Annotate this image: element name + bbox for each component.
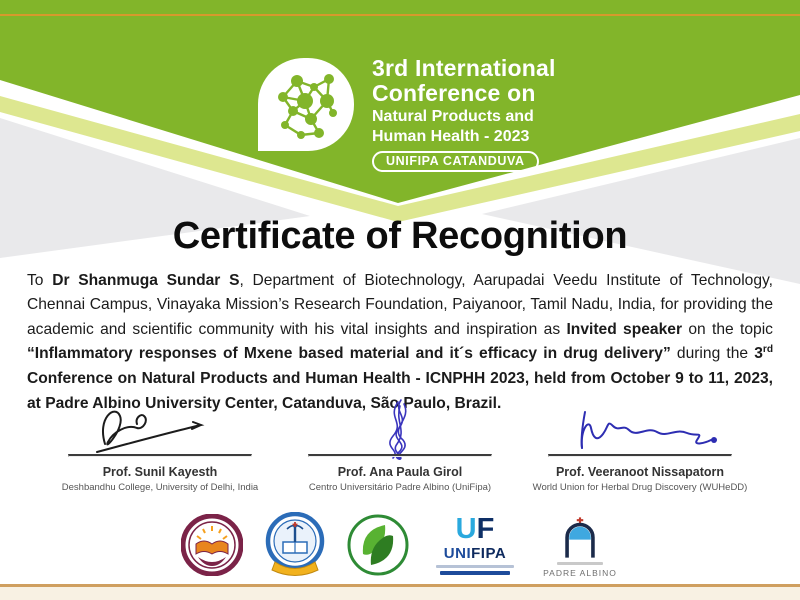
signatory-affiliation: Deshbandhu College, University of Delhi, India: [61, 482, 259, 493]
deshbandhu-college-seal-logo: [181, 514, 243, 576]
signature-line: [68, 454, 252, 457]
body-text-segment: on the topic: [682, 320, 773, 338]
signatory-affiliation: World Union for Herbal Drug Discovery (WUHeDD): [532, 482, 748, 493]
signature-veeranoot-nissapatorn: [555, 400, 725, 458]
conference-header-text: [372, 56, 556, 172]
signature-line: [308, 454, 492, 457]
signatory-name: Prof. Ana Paula Girol: [337, 465, 463, 479]
padre-albino-label: PADRE ALBINO: [543, 567, 617, 578]
conference-title-line1: 3rd International: [372, 55, 556, 81]
signature-ana-paula-girol: [315, 400, 485, 458]
padre-albino-smallprint-bar: [557, 562, 603, 565]
footer-strip: [0, 587, 800, 600]
conference-subtitle-line2: Human Health - 2023: [372, 127, 530, 145]
unifipa-wordmark: UNIFIPA: [443, 545, 507, 562]
certificate-body: [27, 269, 773, 416]
conference-leaf-logo: [258, 58, 354, 151]
medical-college-seal-logo: [263, 512, 327, 578]
body-text-segment: To: [27, 272, 53, 289]
body-text-segment: , Department of Biotechnology, Aarupadai Veedu Institute of Technology, Chennai Campus, Vinayaka Mission’s Research Foundation, Paiyanoor, Tamil Nadu, India, for providing the academic and scientific community with his vital insights and inspiration as: [27, 272, 773, 338]
unifipa-smallprint-bar: [436, 565, 514, 568]
signature-block-1: [40, 400, 280, 493]
body-text-segment: rd: [762, 344, 774, 356]
signature-block-2: [280, 400, 520, 493]
unifipa-monogram: UF: [455, 513, 495, 545]
body-text-segment: Conference on Natural Products and Human Health - ICNPHH 2023, held from October 9 to 11, 2023, at Padre Albino University Center, Catanduva, São Paulo, Brazil.: [27, 370, 773, 412]
certificate-title: Certificate of Recognition: [172, 215, 628, 257]
top-accent-line: [0, 14, 800, 16]
unifipa-logo: [429, 515, 521, 575]
signature-block-3: [520, 400, 760, 493]
signatory-affiliation: Centro Universitário Padre Albino (UniFipa): [308, 482, 492, 493]
padre-albino-figure-icon: [554, 513, 606, 559]
conference-title-line2: Conference on: [372, 79, 536, 106]
wuhedd-leaf-logo: [347, 514, 409, 576]
unifipa-catanduva-badge: UNIFIPA CATANDUVA: [372, 151, 539, 172]
molecular-network-icon: [267, 67, 345, 143]
signatory-name: Prof. Sunil Kayesth: [102, 465, 218, 479]
signatory-name: Prof. Veeranoot Nissapatorn: [555, 465, 725, 479]
padre-albino-logo: [541, 513, 619, 578]
footer-logo-row: [0, 512, 800, 578]
signature-line: [548, 454, 732, 457]
body-text-segment: Dr Shanmuga Sundar S: [52, 272, 240, 289]
body-text-segment: “Inflammatory responses of Mxene based material and it´s efficacy in drug delivery”: [27, 345, 671, 363]
signature-sunil-kayesth: [75, 400, 245, 458]
unifipa-tagline-bar: [440, 571, 510, 575]
body-text-segment: 3: [754, 345, 763, 363]
conference-subtitle-line1: Natural Products and: [372, 107, 534, 125]
signature-row: [40, 400, 760, 493]
body-text-segment: Invited speaker: [566, 320, 683, 338]
body-text-segment: during the: [670, 345, 755, 363]
